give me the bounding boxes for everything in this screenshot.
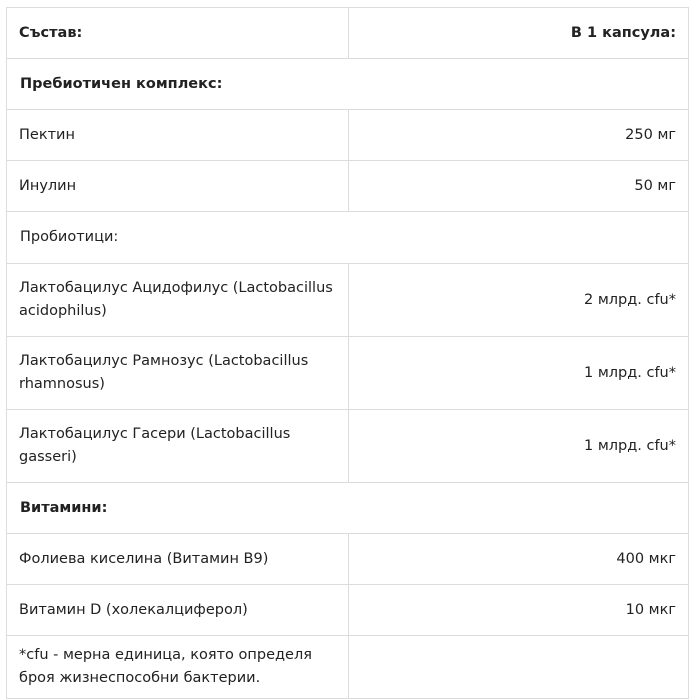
section-title-vitamins: Витамини: (7, 483, 689, 534)
ingredient-amount: 2 млрд. cfu* (349, 264, 689, 337)
section-row-vitamins (7, 483, 689, 534)
ingredient-name: Лактобацилус Гасери (Lactobacillus gasseri) (7, 410, 349, 483)
header-per-capsule: В 1 капсула: (349, 8, 689, 59)
table-row (7, 110, 689, 161)
section-title-prebiotic: Пребиотичен комплекс: (7, 59, 689, 110)
header-ingredients: Състав: (7, 8, 349, 59)
ingredient-amount: 50 мг (349, 161, 689, 212)
ingredient-name: Инулин (7, 161, 349, 212)
table-row (7, 161, 689, 212)
composition-table (6, 7, 689, 699)
table-row (7, 410, 689, 483)
footnote-text: *cfu - мерна единица, която определя броя жизнеспособни бактерии. (7, 636, 349, 699)
section-title-probiotics: Пробиотици: (7, 212, 689, 264)
ingredient-amount: 250 мг (349, 110, 689, 161)
table-row (7, 534, 689, 585)
ingredient-name: Фолиева киселина (Витамин В9) (7, 534, 349, 585)
section-row-prebiotic (7, 59, 689, 110)
table-row (7, 264, 689, 337)
ingredient-amount: 10 мкг (349, 585, 689, 636)
ingredient-name: Лактобацилус Рамнозус (Lactobacillus rhamnosus) (7, 337, 349, 410)
section-row-probiotics (7, 212, 689, 264)
table-row (7, 337, 689, 410)
table-row (7, 585, 689, 636)
ingredient-name: Витамин D (холекалциферол) (7, 585, 349, 636)
table-header-row (7, 8, 689, 59)
ingredient-amount: 400 мкг (349, 534, 689, 585)
ingredient-amount: 1 млрд. cfu* (349, 337, 689, 410)
footnote-row (7, 636, 689, 699)
ingredient-amount: 1 млрд. cfu* (349, 410, 689, 483)
footnote-empty-cell (349, 636, 689, 699)
ingredient-name: Лактобацилус Ацидофилус (Lactobacillus acidophilus) (7, 264, 349, 337)
ingredient-name: Пектин (7, 110, 349, 161)
